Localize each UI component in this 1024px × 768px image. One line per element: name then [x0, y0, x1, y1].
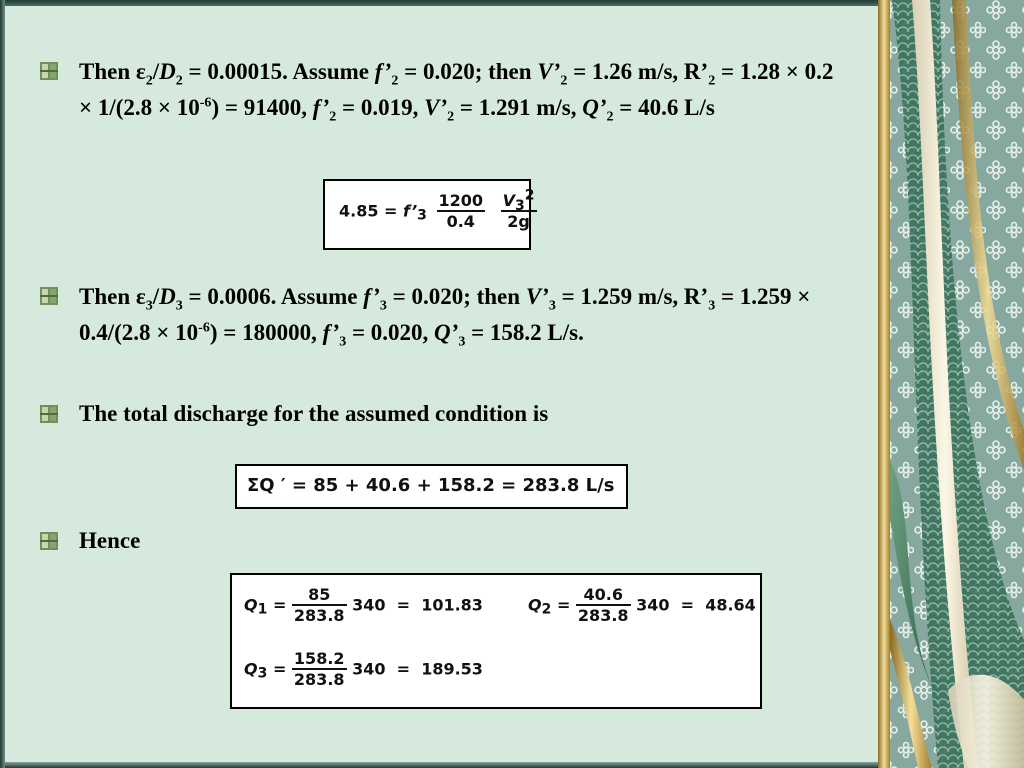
left-frame-border [0, 0, 5, 768]
paragraph-segment: 3 [379, 298, 387, 314]
fraction-numerator: 85 [292, 585, 347, 606]
paragraph-segment: 3 [458, 334, 466, 350]
paragraph-segment: = 1.28 × 0.2 × 1/(2.8 × 10 [79, 59, 834, 120]
paragraph-segment: f’ [363, 284, 380, 309]
paragraph-segment: 2 [447, 109, 455, 125]
equation-box-3 [230, 573, 762, 709]
paragraph-segment: = 1.26 m/s, R’ [567, 59, 709, 84]
paragraph-segment: 2 [560, 73, 568, 89]
bullet-paragraph-1 [79, 54, 849, 126]
q2-fraction [576, 585, 631, 625]
fraction-length-diameter [437, 191, 486, 231]
paragraph-segment: V’ [525, 284, 549, 309]
q1-fraction [292, 585, 347, 625]
fraction-numerator: 158.2 [293, 649, 345, 668]
bullet-icon [40, 405, 58, 423]
paragraph-segment: ) = 180000, [209, 320, 323, 345]
velocity-symbol: V [502, 191, 515, 210]
q3-result: 340 = 189.53 [352, 659, 483, 679]
paragraph-segment: = 0.019, [336, 95, 425, 120]
bullet-paragraph-3: The total discharge for the assumed condition is [79, 401, 549, 426]
fraction-velocity-head [501, 187, 537, 231]
paragraph-segment: f’ [312, 95, 330, 120]
fraction-numerator: 40.6 [576, 585, 631, 606]
paragraph-segment: Then ε [79, 284, 146, 309]
q3-equation: $Q_3$ = $\frac{158.2}{283.8}$ 340 = 189.53 [244, 649, 483, 689]
q1-symbol: Q [244, 595, 258, 615]
paragraph-segment: = 1.291 m/s, [454, 95, 583, 120]
paragraph-segment: Q’ [434, 320, 459, 345]
q1-result: 340 = 101.83 [352, 595, 483, 615]
fraction-denominator: 2g [507, 212, 530, 231]
paragraph-segment: = 40.6 L/s [613, 95, 715, 120]
paragraph-segment: / [152, 284, 160, 309]
paragraph-segment: Q’ [582, 95, 607, 120]
paragraph-segment: 2 [145, 73, 153, 89]
bullet-icon [40, 287, 58, 305]
paragraph-segment: = 0.00015. Assume [182, 59, 375, 84]
q2-result: 340 = 48.64 [636, 595, 756, 615]
fraction-numerator [501, 187, 537, 215]
paragraph-segment: 3 [339, 334, 347, 350]
paragraph-segment: -6 [199, 95, 212, 111]
paragraph-segment: = 1.259 m/s, R’ [555, 284, 709, 309]
q3-sub: 3 [257, 665, 268, 682]
bullet-icon [40, 532, 58, 550]
paragraph-segment: = 0.0006. Assume [182, 284, 364, 309]
paragraph-segment: = 0.020; then [386, 284, 526, 309]
bullet-paragraph-2 [79, 279, 849, 351]
paragraph-segment: = 158.2 L/s. [465, 320, 584, 345]
total-discharge-equation: ΣQ ′ = 85 + 40.6 + 158.2 = 283.8 L/s [247, 475, 615, 496]
paragraph-segment: -6 [198, 320, 210, 336]
bullet-paragraph-4: Hence [79, 528, 141, 553]
paragraph-segment: 3 [708, 298, 716, 314]
q1-sub: 1 [257, 601, 268, 618]
q3-symbol: Q [244, 659, 258, 679]
velocity-sup: 2 [524, 187, 535, 204]
fraction-denominator: 283.8 [293, 670, 345, 689]
fraction-numerator: 1200 [438, 191, 484, 210]
paragraph-segment: = 0.020, [346, 320, 435, 345]
paragraph-segment: D [159, 284, 176, 309]
equation-f: f’ [403, 201, 418, 221]
bottom-frame-border [0, 762, 1024, 768]
q3-fraction [292, 649, 347, 689]
paragraph-segment: / [152, 59, 160, 84]
paragraph-segment: 2 [391, 73, 399, 89]
paragraph-segment: 2 [329, 109, 337, 125]
fraction-denominator: 283.8 [293, 606, 345, 625]
equation-f-sub: 3 [417, 207, 427, 224]
paragraph-segment: Then ε [79, 59, 146, 84]
equation-lhs: 4.85 = [339, 201, 404, 221]
decorative-fabric-panel [878, 0, 1024, 768]
q2-equation: $Q_2$ = $\frac{40.6}{283.8}$ 340 = 48.64 [528, 585, 756, 625]
paragraph-segment: D [159, 59, 176, 84]
paragraph-segment: 2 [708, 73, 716, 89]
paragraph-segment: 3 [145, 298, 153, 314]
paragraph-segment: 3 [548, 298, 556, 314]
q2-sub: 2 [541, 601, 552, 618]
paragraph-segment: 2 [606, 109, 614, 125]
equation-box-2 [235, 464, 628, 509]
paragraph-segment: 2 [175, 73, 183, 89]
paragraph-segment: ) = 91400, [211, 95, 313, 120]
q2-symbol: Q [528, 595, 542, 615]
bullet-icon [40, 62, 58, 80]
paragraph-segment: f’ [322, 320, 340, 345]
q1-equation: $Q_1$ = $\frac{85}{283.8}$ 340 = 101.83 [244, 585, 483, 625]
velocity-sub: 3 [515, 198, 525, 215]
paragraph-segment: V’ [424, 95, 448, 120]
equation-box-1 [323, 179, 535, 250]
fraction-denominator: 283.8 [577, 606, 629, 625]
friction-equation [339, 187, 537, 231]
paragraph-segment: V’ [537, 59, 561, 84]
paragraph-segment: f’ [374, 59, 392, 84]
paragraph-segment: = 0.020; then [398, 59, 538, 84]
paragraph-segment: 3 [175, 298, 183, 314]
top-frame-border [0, 0, 1024, 6]
paragraph-segment: = 1.259 × 0.4/(2.8 × 10 [79, 284, 811, 345]
fraction-denominator: 0.4 [446, 212, 475, 231]
